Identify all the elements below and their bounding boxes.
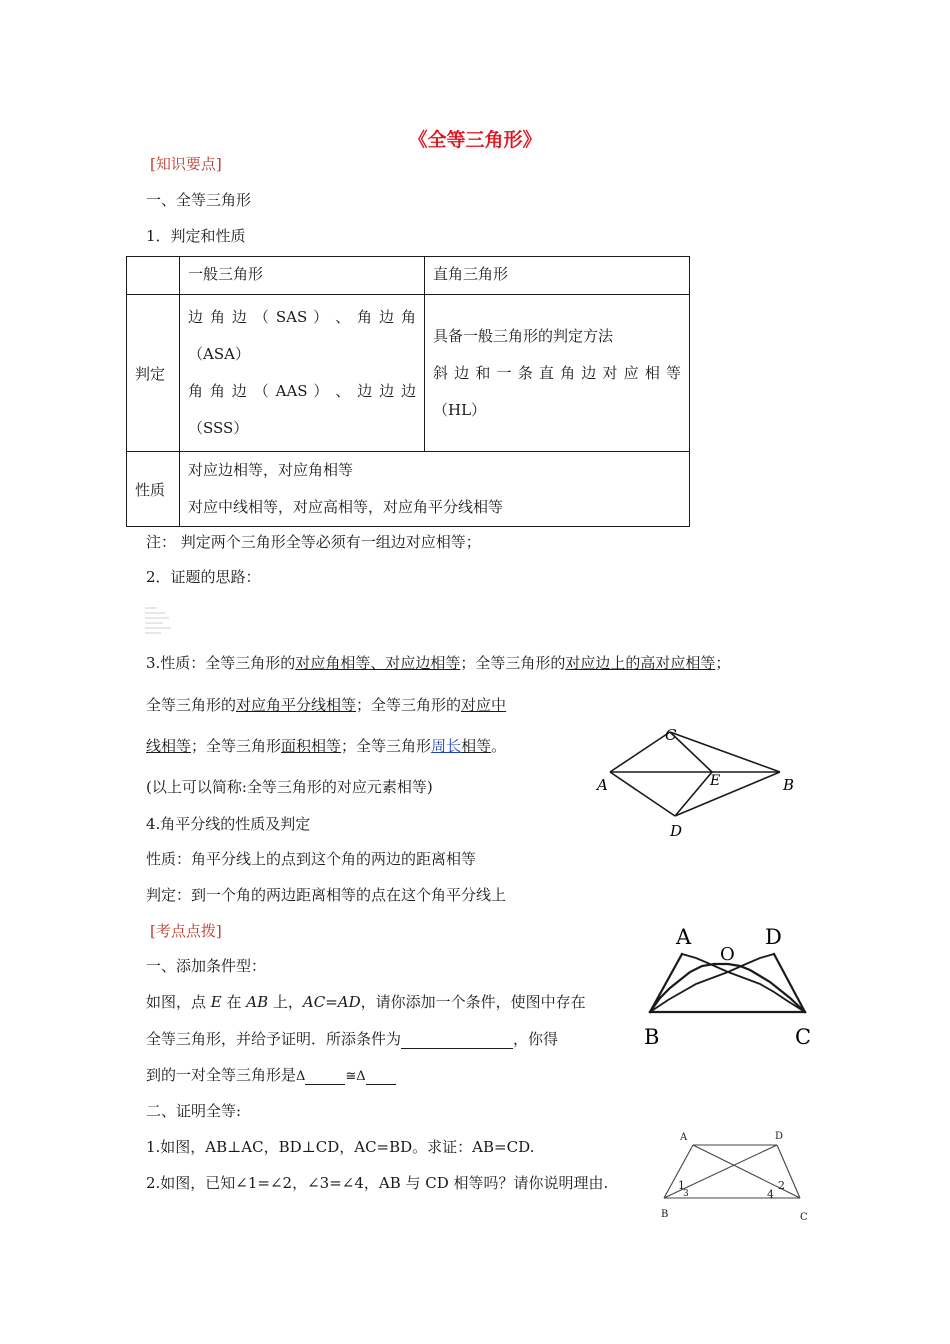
q1-var: AC=AD	[302, 993, 361, 1011]
exam-points-heading: [考点点拨]	[150, 922, 222, 940]
prop-text: ；	[715, 654, 731, 672]
q1-text: 到的一对全等三角形是	[146, 1066, 297, 1084]
prop-text: ；全等三角形的	[356, 696, 462, 714]
judge-general-line-1: 边 角 边 （ SAS ） 、 角 边 角	[188, 308, 416, 326]
question-2-1: 1.如图，AB⊥AC，BD⊥CD，AC=BD。求证：AB=CD.	[146, 1138, 535, 1156]
table-cell-prop	[180, 452, 690, 527]
fig3-label-c: C	[800, 1212, 808, 1223]
q1-text: 在	[221, 993, 247, 1011]
fig3-label-4: 4	[767, 1188, 774, 1201]
table-header-empty	[127, 257, 180, 295]
question-2-2: 2.如图，已知∠1=∠2，∠3=∠4，AB 与 CD 相等吗？请你说明理由.	[146, 1174, 609, 1192]
fig2-label-b: B	[644, 1025, 660, 1049]
properties-line-2	[146, 694, 506, 715]
table-header-right: 直角三角形	[425, 257, 690, 295]
q1-text: ，你得	[513, 1030, 559, 1048]
angle-bisector-heading: 4.角平分线的性质及判定	[146, 815, 311, 833]
figure-bowtie-abcd	[640, 920, 815, 1050]
fig1-label-c: C	[665, 728, 677, 744]
judge-right-line-2: 斜 边 和 一 条 直 角 边 对 应 相 等	[433, 363, 681, 382]
prop-text: ；全等三角形	[341, 737, 432, 755]
perimeter-link[interactable]: 周长	[431, 737, 462, 755]
prop-text: 全等三角形的	[146, 696, 237, 714]
condition-blank[interactable]	[401, 1034, 513, 1049]
prop-line-1: 对应边相等，对应角相等	[188, 461, 354, 479]
fig2-label-c: C	[795, 1025, 812, 1049]
triangle-blank-2[interactable]	[366, 1070, 396, 1085]
prop-line-2: 对应中线相等，对应高相等，对应角平分线相等	[188, 498, 504, 516]
q1-var: E	[210, 993, 222, 1011]
fig2-label-d: D	[765, 925, 782, 949]
prop-underlined: 对应角平分线相等	[236, 696, 357, 714]
prop-underlined: 面积相等	[281, 737, 342, 755]
fig3-label-1: 1	[678, 1179, 685, 1192]
q1-text: 上，	[268, 993, 303, 1011]
prop-underlined: 对应角相等、对应边相等	[295, 654, 461, 672]
fig1-label-e: E	[710, 773, 721, 789]
judge-general-line-3: 角 角 边 （ AAS ） 、 边 边 边	[188, 382, 416, 400]
question-1-line-3	[146, 1064, 396, 1085]
prop-text: ；全等三角形	[191, 737, 282, 755]
fig2-label-a: A	[676, 925, 692, 949]
triangle-blank-1[interactable]	[305, 1070, 345, 1085]
properties-line-1	[146, 652, 730, 673]
sub-heading-congruent: 一、全等三角形	[146, 191, 252, 209]
figure-trapezoid-abcd	[655, 1125, 815, 1225]
triangle-symbol: Δ	[296, 1069, 306, 1084]
q1-text: 如图，点	[146, 993, 211, 1011]
prop-text: 3.性质：全等三角形的	[146, 654, 296, 672]
table-header-general: 一般三角形	[180, 257, 425, 295]
angle-bisector-judge: 判定：到一个角的两边距离相等的点在这个角平分线上	[146, 886, 507, 904]
fig2-label-o: O	[720, 944, 735, 965]
proof-approach-heading: 2．证题的思路：	[146, 568, 261, 586]
prop-text: ；全等三角形的	[460, 654, 566, 672]
question-1-line-2	[146, 1028, 558, 1049]
judge-general-line-2: （ASA）	[188, 345, 250, 363]
properties-summary: (以上可以简称:全等三角形的对应元素相等)	[146, 778, 433, 796]
q1-text: ，请你添加一个条件，使图中存在	[360, 993, 586, 1011]
property-table	[126, 256, 690, 527]
faint-diagram-placeholder	[143, 604, 175, 636]
note-text: 注： 判定两个三角形全等必须有一组边对应相等；	[146, 533, 481, 551]
prop-text: 。	[491, 737, 507, 755]
knowledge-heading: [知识要点]	[150, 155, 222, 173]
prop-underlined: 线相等	[146, 737, 192, 755]
page-title: 《全等三角形》	[408, 129, 542, 151]
table-cell-judge-general	[180, 295, 425, 452]
question-type-add-condition: 一、添加条件型：	[146, 957, 267, 975]
angle-bisector-property: 性质：角平分线上的点到这个角的两边的距离相等	[146, 850, 477, 868]
q1-text: 全等三角形，并给予证明．所添条件为	[146, 1030, 402, 1048]
table-label-prop: 性质	[127, 452, 180, 527]
judge-right-line-3: （HL）	[433, 400, 487, 419]
fig3-label-b: B	[661, 1209, 669, 1220]
prop-underlined: 相等	[461, 737, 492, 755]
table-cell-judge-right	[425, 295, 690, 452]
judge-right-line-1: 具备一般三角形的判定方法	[433, 326, 614, 345]
question-1-line-1	[146, 991, 586, 1012]
properties-line-3	[146, 735, 506, 756]
question-type-prove: 二、证明全等:	[146, 1102, 242, 1120]
fig3-label-3: 3	[683, 1189, 689, 1199]
q1-var: AB	[246, 993, 269, 1011]
fig1-label-a: A	[597, 776, 608, 794]
figure-quadrilateral-acbd	[595, 728, 795, 840]
congruent-symbol: ≅Δ	[345, 1069, 366, 1084]
prop-underlined: 对应边上的高对应相等	[565, 654, 716, 672]
fig1-label-d: D	[670, 822, 683, 840]
judge-general-line-4: （SSS）	[188, 419, 249, 437]
fig1-label-b: B	[783, 776, 795, 794]
fig3-label-2: 2	[778, 1179, 785, 1192]
table-label-judge: 判定	[127, 295, 180, 452]
fig3-label-d: D	[775, 1131, 784, 1142]
fig3-label-a: A	[680, 1132, 688, 1143]
sub-heading-judge-prop: 1．判定和性质	[146, 227, 246, 245]
prop-underlined: 对应中	[461, 696, 507, 714]
